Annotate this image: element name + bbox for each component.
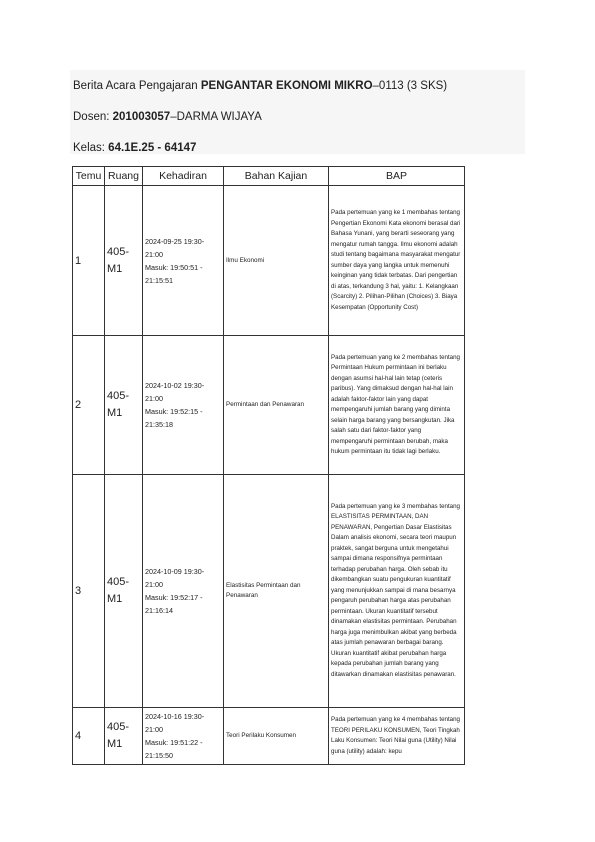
- room-cell: [105, 336, 143, 475]
- schedule-time: 2024-10-02 19:30-21:00: [145, 381, 205, 403]
- column-header-ruang: Ruang: [105, 167, 143, 186]
- schedule-time: 2024-10-16 19:30-21:00: [145, 712, 205, 734]
- topic-cell: Teori Perilaku Konsumen: [224, 708, 329, 765]
- course-name: PENGANTAR EKONOMI MIKRO: [200, 80, 373, 92]
- class-line: [73, 137, 522, 168]
- attendance-cell: [143, 336, 224, 475]
- bap-text: Pada pertemuan yang ke 1 membahas tentang Pengertian Ekonomi Kata ekonomi berasal dari Bahasa Yunani, yang berarti seseorang yang mengatur rumah tangga. Ilmu ekonomi adalah studi tentang bagaimana masyarakat mengatur sumber daya yang langka untuk memenuhi keinginan yang tidak terbatas. Dari pengertian di atas, terkandung 3 hal, yaitu: 1. Kelangkaan (Scarcity) 2. Pilihan-Pilihan (Choices) 3. Biaya Kesempatan (Opportunity Cost): [329, 186, 465, 336]
- schedule-time: 2024-09-25 19:30-21:00: [145, 236, 205, 259]
- class-code: 64.1E.25 - 64147: [108, 142, 197, 154]
- topic-cell: Elastisitas Permintaan dan Penawaran: [224, 475, 329, 708]
- room-line-2: M1: [107, 262, 123, 275]
- lecturer-id: 201003057: [112, 111, 171, 123]
- lecturer-line: [73, 106, 522, 137]
- column-header-kehadiran: Kehadiran: [143, 167, 224, 186]
- room-cell: [105, 186, 143, 336]
- check-in-time: Masuk: 19:51:22 - 21:15:50: [145, 738, 203, 760]
- attendance-cell: [143, 708, 224, 765]
- class-label: Kelas:: [73, 142, 105, 154]
- attendance-cell: [143, 186, 224, 336]
- meeting-number: 3: [73, 475, 105, 708]
- meeting-number: 2: [73, 336, 105, 475]
- title-line: [73, 75, 522, 106]
- bap-text: Pada pertemuan yang ke 4 membahas tentang TEORI PERILAKU KONSUMEN, Teori Tingkah Laku Konsumen: Teori Nilai guna (Utility) Nilai guna (utility) adalah: kepu: [329, 708, 465, 765]
- report-header: [70, 70, 525, 154]
- room-line-1: 405-: [107, 576, 130, 588]
- check-in-time: Masuk: 19:52:17 - 21:16:14: [145, 593, 203, 615]
- column-header-temu: Temu: [73, 167, 105, 186]
- table-row: [73, 186, 465, 336]
- room-line-1: 405-: [107, 390, 130, 402]
- bap-text: Pada pertemuan yang ke 2 membahas tentang Permintaan Hukum permintaan ini berlaku dengan asumsi hal-hal lain tetap (ceteris paribus). Yang dimaksud dengan hal-hal lain adalah faktor-faktor lain yang dapat mempengaruhi jumlah barang yang diminta selain harga barang yang bersangkutan. Jika salah satu dari faktor-faktor yang mempengaruhi permintaan berubah, maka hukum permintaan itu tidak lagi berlaku.: [329, 336, 465, 475]
- table-row: [73, 708, 465, 765]
- schedule-time: 2024-10-09 19:30-21:00: [145, 567, 205, 589]
- topic-cell: Ilmu Ekonomi: [224, 186, 329, 336]
- room-line-2: M1: [107, 407, 123, 419]
- lecturer-name: –DARMA WIJAYA: [170, 111, 262, 123]
- meeting-number: 1: [73, 186, 105, 336]
- table-row: [73, 336, 465, 475]
- topic-cell: Permintaan dan Penawaran: [224, 336, 329, 475]
- column-header-bap: BAP: [329, 167, 465, 186]
- meeting-number: 4: [73, 708, 105, 765]
- room-line-2: M1: [107, 738, 123, 750]
- bap-text: Pada pertemuan yang ke 3 membahas tentang ELASTISITAS PERMINTAAN, DAN PENAWARAN, Pengertian Dasar Elastisitas Dalam analisis ekonomi, secara teori maupun praktek, sangat berguna untuk mengetahui sampai dimana responsifnya permintaan terhadap perubahan harga. Oleh sebab itu dikembangkan suatu pengukuran kuantitatif yang menunjukkan sampai di mana besarnya pengaruh perubahan harga atas perubahan permintaan. Ukuran kuantitatif tersebut dinamakan elastisitas permintaan. Perubahan harga juga menimbulkan akibat yang berbeda atas jumlah penawaran berbagai barang. Ukuran kuantitatif akibat perubahan harga kepada perubahan jumlah barang yang ditawarkan dinamakan elastisitas penawaran.: [329, 475, 465, 708]
- room-cell: [105, 708, 143, 765]
- lecturer-label: Dosen:: [73, 111, 110, 123]
- title-prefix: Berita Acara Pengajaran: [73, 80, 198, 92]
- table-header-row: [73, 167, 465, 186]
- check-in-time: Masuk: 19:52:15 - 21:35:18: [145, 407, 203, 429]
- room-line-1: 405-: [107, 721, 130, 733]
- table-row: [73, 475, 465, 708]
- attendance-cell: [143, 475, 224, 708]
- column-header-bahan-kajian: Bahan Kajian: [224, 167, 329, 186]
- bap-table: [72, 166, 465, 765]
- check-in-time: Masuk: 19:50:51 - 21:15:51: [145, 262, 203, 285]
- course-code: –0113 (3 SKS): [372, 80, 448, 92]
- room-line-1: 405-: [107, 245, 130, 258]
- room-line-2: M1: [107, 593, 123, 605]
- room-cell: [105, 475, 143, 708]
